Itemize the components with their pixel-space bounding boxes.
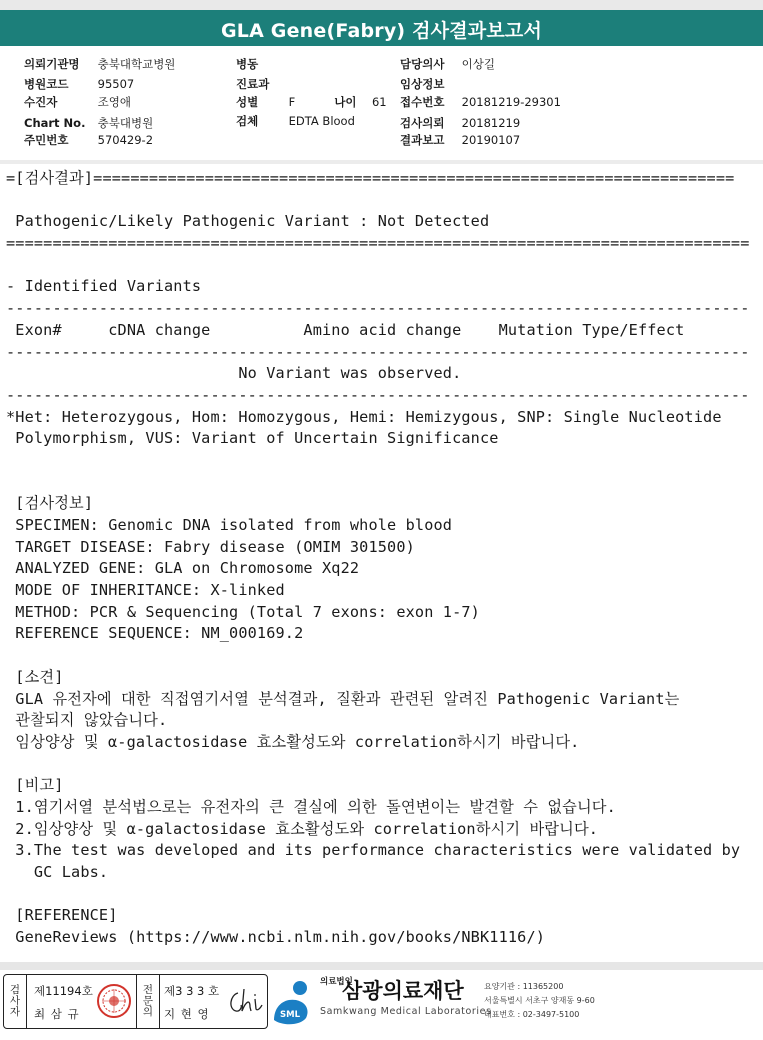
report-date-label: 결과보고 xyxy=(400,133,445,147)
receipt-no-value: 20181219-29301 xyxy=(461,95,561,109)
specialist-name: 지 현 영 xyxy=(164,1007,210,1021)
report-body xyxy=(6,168,756,949)
sml-logo-text: SML xyxy=(280,1010,300,1020)
examiner-label xyxy=(4,975,27,1028)
report-line: 2.임상양상 및 α-galactosidase 효소활성도와 correlation하시기 바랍니다. xyxy=(6,819,599,838)
report-line: ANALYZED GENE: GLA on Chromosome Xq22 xyxy=(6,559,360,578)
doctor-value: 이상길 xyxy=(461,57,495,71)
report-line xyxy=(6,255,756,277)
report-line: -------------------------------------------------------------------------------- xyxy=(6,385,750,404)
age-label: 나이 xyxy=(334,95,357,109)
clinical-info-label: 임상정보 xyxy=(400,77,445,91)
report-line: *Het: Heterozygous, Hom: Homozygous, Hemi: Hemizygous, SNP: Single Nucleotide xyxy=(6,407,722,426)
patient-info-header xyxy=(0,46,763,164)
report-line xyxy=(6,190,756,212)
report-date-value: 20190107 xyxy=(461,133,521,147)
institution-value: 충북대학교병원 xyxy=(97,57,176,71)
patient-value: 조영애 xyxy=(97,95,131,109)
sex-age-row xyxy=(236,94,387,110)
report-line xyxy=(6,884,756,906)
sml-logo-icon xyxy=(270,976,318,1028)
department-row xyxy=(236,76,269,92)
ward-label: 병동 xyxy=(236,57,259,71)
institution-label: 의뢰기관명 xyxy=(24,57,80,71)
report-line: -------------------------------------------------------------------------------- xyxy=(6,299,750,318)
hospital-code-label: 병원코드 xyxy=(24,77,69,91)
report-date-row xyxy=(400,132,520,148)
signature-box xyxy=(3,974,268,1029)
ward-row xyxy=(236,56,258,72)
resident-no-value: 570429-2 xyxy=(97,133,154,147)
specialist-label-char: 의 xyxy=(142,1006,154,1018)
report-line: TARGET DISEASE: Fabry disease (OMIM 301500) xyxy=(6,537,415,556)
report-line: SPECIMEN: Genomic DNA isolated from whole blood xyxy=(6,516,453,534)
report-line: Polymorphism, VUS: Variant of Uncertain Significance xyxy=(6,429,499,448)
report-title-bar xyxy=(0,0,763,46)
org-name-en: Samkwang Medical Laboratories xyxy=(320,1006,492,1017)
specialist-label-char: 전 xyxy=(142,984,154,996)
examiner-license: 제11194호 xyxy=(34,984,93,998)
request-date-row xyxy=(400,115,520,131)
report-line: REFERENCE SEQUENCE: NM_000169.2 xyxy=(6,624,304,643)
org-code: 요양기관 : 11365200 xyxy=(484,982,564,991)
examiner-name: 최 삼 규 xyxy=(34,1007,80,1021)
report-line xyxy=(6,450,756,472)
hospital-code-value: 95507 xyxy=(97,77,135,91)
report-line: [검사정보] xyxy=(6,494,94,513)
specialist-signature-icon xyxy=(224,985,264,1019)
chart-no-label: Chart No. xyxy=(24,116,86,130)
receipt-no-row xyxy=(400,94,561,110)
examiner-label-text xyxy=(10,985,20,1018)
resident-no-row xyxy=(24,132,153,148)
report-line: No Variant was observed. xyxy=(6,364,462,383)
report-line: 관찰되지 않았습니다. xyxy=(6,711,168,730)
request-date-value: 20181219 xyxy=(461,116,521,130)
request-date-label: 검사의뢰 xyxy=(400,116,445,130)
report-line: GLA 유전자에 대한 직접염기서열 분석결과, 질환과 관련된 알려진 Pathogenic Variant는 xyxy=(6,689,680,708)
report-line: 3.The test was developed and its performance characteristics were validated by xyxy=(6,841,741,860)
specimen-label: 검체 xyxy=(236,114,259,128)
specimen-value: EDTA Blood xyxy=(288,114,355,128)
report-line xyxy=(6,645,756,667)
org-address: 서울특별시 서초구 양재동 9-60 xyxy=(484,996,595,1005)
chart-no-value: 충북대병원 xyxy=(97,116,154,130)
report-title: GLA Gene(Fabry) 검사결과보고서 xyxy=(220,20,543,42)
sex-label: 성별 xyxy=(236,95,259,109)
report-line xyxy=(6,754,756,776)
specialist-label-char: 문 xyxy=(142,995,154,1007)
examiner-label-char: 검 xyxy=(9,984,21,996)
report-line: GeneReviews (https://www.ncbi.nlm.nih.gov/books/NBK1116/) xyxy=(6,928,546,947)
footer-divider xyxy=(0,962,763,970)
examiner-label-char: 자 xyxy=(9,1006,21,1018)
specimen-row xyxy=(236,113,355,129)
report-line: - Identified Variants xyxy=(6,277,202,296)
receipt-no-label: 접수번호 xyxy=(400,95,445,109)
patient-row xyxy=(24,94,131,110)
report-footer xyxy=(0,970,763,1040)
report-line: 임상양상 및 α-galactosidase 효소활성도와 correlation하시기 바랍니다. xyxy=(6,732,580,751)
report-line: Exon# cDNA change Amino acid change Mutation Type/Effect xyxy=(6,320,685,339)
report-line: METHOD: PCR & Sequencing (Total 7 exons: exon 1-7) xyxy=(6,602,480,621)
report-line: ================================================================================ xyxy=(6,234,750,253)
examiner-label-char: 사 xyxy=(9,995,21,1007)
hospital-code-row xyxy=(24,76,134,92)
report-line: =[검사결과]===================================================================== xyxy=(6,169,735,187)
examiner-seal-icon xyxy=(96,983,132,1019)
report-line: [소견] xyxy=(6,667,64,686)
report-line: -------------------------------------------------------------------------------- xyxy=(6,342,750,361)
report-line: GC Labs. xyxy=(6,863,109,881)
report-line: Pathogenic/Likely Pathogenic Variant : Not Detected xyxy=(6,212,490,231)
org-type: 의료법인 xyxy=(320,977,353,987)
sex-value: F xyxy=(288,95,296,109)
resident-no-label: 주민번호 xyxy=(24,133,69,147)
report-line: [비고] xyxy=(6,776,64,795)
clinical-info-row xyxy=(400,76,462,92)
report-line: MODE OF INHERITANCE: X-linked xyxy=(6,581,285,600)
department-label: 진료과 xyxy=(236,77,270,91)
patient-label: 수진자 xyxy=(24,95,58,109)
report-line: 1.염기서열 분석법으로는 유전자의 큰 결실에 의한 돌연변이는 발견할 수 없습니다. xyxy=(6,797,616,816)
doctor-label: 담당의사 xyxy=(400,57,445,71)
org-name: 삼광의료재단 xyxy=(342,979,464,1003)
report-line: [REFERENCE] xyxy=(6,906,118,925)
specialist-label xyxy=(136,975,160,1028)
report-line xyxy=(6,472,756,494)
institution-row xyxy=(24,56,175,72)
org-phone: 대표번호 : 02-3497-5100 xyxy=(484,1010,580,1019)
specialist-license: 제3 3 3 호 xyxy=(164,984,220,998)
specialist-label-text xyxy=(143,985,153,1018)
doctor-row xyxy=(400,56,495,72)
chart-no-row xyxy=(24,115,153,131)
age-value: 61 xyxy=(371,95,387,109)
